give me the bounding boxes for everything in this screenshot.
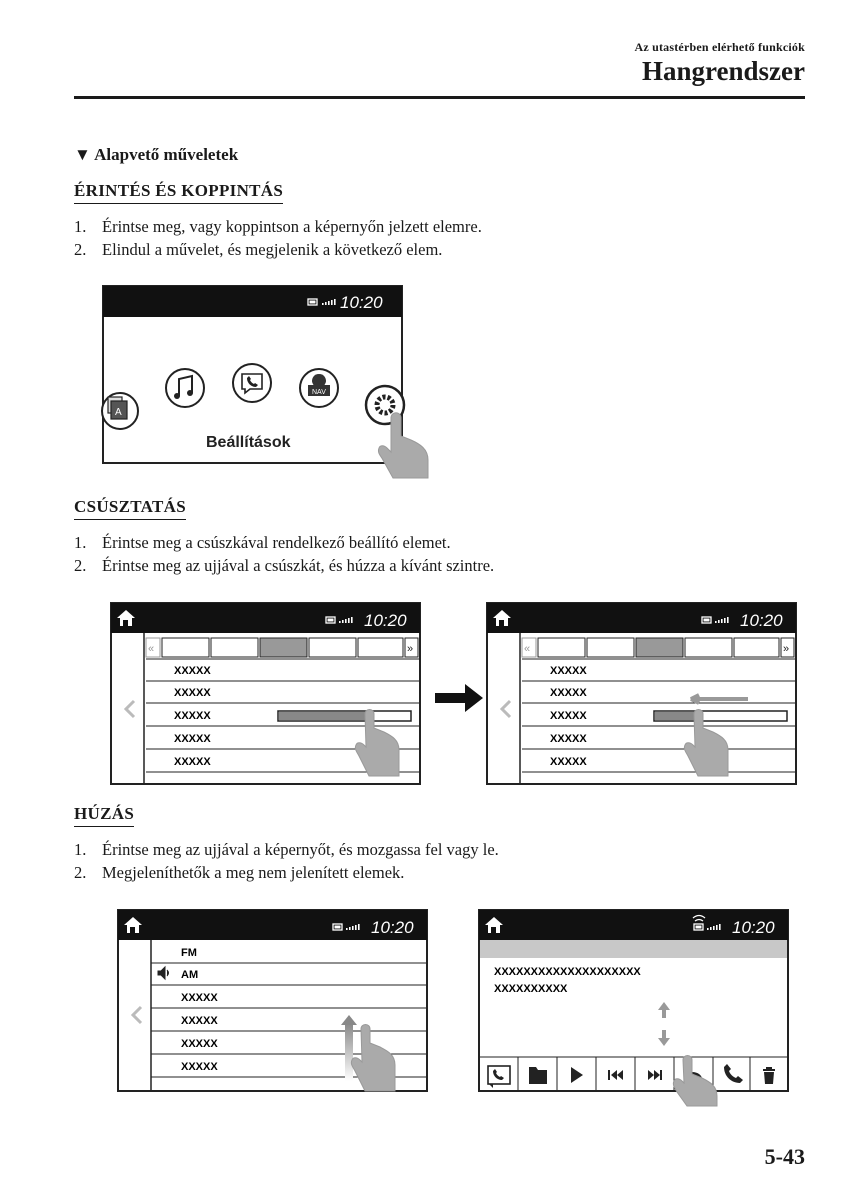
clock-time: 10:20 <box>364 611 407 630</box>
clock-time: 10:20 <box>340 293 383 312</box>
section-title: Alapvető műveletek <box>94 145 239 164</box>
svg-text:A: A <box>115 407 122 418</box>
list-item[interactable]: AM <box>181 969 199 981</box>
list-item[interactable]: XXXXX <box>550 710 587 722</box>
nav-icon[interactable] <box>300 369 338 407</box>
tab-strip[interactable] <box>146 638 418 657</box>
tap-heading: ÉRINTÉS ÉS KOPPINTÁS <box>74 181 283 204</box>
message-header-bar <box>480 940 787 958</box>
message-line: XXXXXXXXXX <box>494 983 568 995</box>
drag-heading: HÚZÁS <box>74 804 134 827</box>
phone-icon[interactable] <box>233 364 271 402</box>
header-divider <box>74 96 805 99</box>
scroll-right-icon: » <box>407 643 414 655</box>
list-item[interactable]: XXXXX <box>181 1038 218 1050</box>
settings-label: Beállítások <box>206 434 291 451</box>
section-heading <box>74 145 238 165</box>
page-number: 5-43 <box>764 1144 805 1169</box>
slide-screen-after <box>486 602 806 787</box>
step-item: 2. Érintse meg az ujjával a csúszkát, és húzza a kívánt szintre. <box>74 556 495 575</box>
header-subtitle: Az utastérben elérhető funkciók <box>634 40 805 54</box>
scroll-left-icon: « <box>148 643 155 655</box>
tap-steps <box>74 215 482 261</box>
list-item[interactable]: XXXXX <box>550 733 587 745</box>
tab-strip[interactable] <box>522 638 794 657</box>
step-item: 2. Elindul a művelet, és megjelenik a következő elem. <box>74 240 443 259</box>
step-item: 2. Megjeleníthetők a meg nem jelenített elemek. <box>74 863 405 882</box>
section-marker-icon: ▼ <box>74 145 91 164</box>
list-item[interactable]: XXXXX <box>174 756 211 768</box>
drag-message-screen <box>478 909 798 1109</box>
right-arrow-icon <box>435 683 485 713</box>
tap-screen <box>100 284 445 484</box>
step-item: 1. Érintse meg, vagy koppintson a képernyőn jelzett elemre. <box>74 217 482 236</box>
clock-time: 10:20 <box>371 918 414 937</box>
step-item: 1. Érintse meg a csúszkával rendelkező beállító elemet. <box>74 533 451 552</box>
clock-time: 10:20 <box>732 918 775 937</box>
message-line: XXXXXXXXXXXXXXXXXXXX <box>494 966 641 978</box>
scroll-right-icon: » <box>783 643 790 655</box>
list-item[interactable]: XXXXX <box>174 733 211 745</box>
slide-heading: CSÚSZTATÁS <box>74 497 186 520</box>
page-title: Hangrendszer <box>642 56 805 86</box>
slide-steps <box>74 531 494 577</box>
list-item[interactable]: XXXXX <box>550 665 587 677</box>
music-icon[interactable] <box>166 369 204 407</box>
list-item[interactable]: XXXXX <box>550 756 587 768</box>
slider-fill <box>655 712 697 720</box>
clock-time: 10:20 <box>740 611 783 630</box>
svg-text:NAV: NAV <box>312 389 326 396</box>
list-item[interactable]: XXXXX <box>174 710 211 722</box>
list-item[interactable]: XXXXX <box>181 1061 218 1073</box>
drag-list-screen <box>117 909 437 1109</box>
list-item[interactable]: XXXXX <box>174 687 211 699</box>
apps-icon[interactable] <box>102 393 138 429</box>
slider-fill <box>279 712 368 720</box>
scroll-left-icon: « <box>524 643 531 655</box>
list-item[interactable]: XXXXX <box>181 1015 218 1027</box>
list-item[interactable]: XXXXX <box>181 992 218 1004</box>
list-item[interactable]: XXXXX <box>550 687 587 699</box>
list-item[interactable]: FM <box>181 947 197 959</box>
list-item[interactable]: XXXXX <box>174 665 211 677</box>
trash-icon[interactable] <box>763 1067 775 1084</box>
drag-direction-arrow <box>345 1023 353 1081</box>
slide-screen-before <box>110 602 430 787</box>
drag-steps <box>74 838 499 884</box>
step-item: 1. Érintse meg az ujjával a képernyőt, és mozgassa fel vagy le. <box>74 840 499 859</box>
